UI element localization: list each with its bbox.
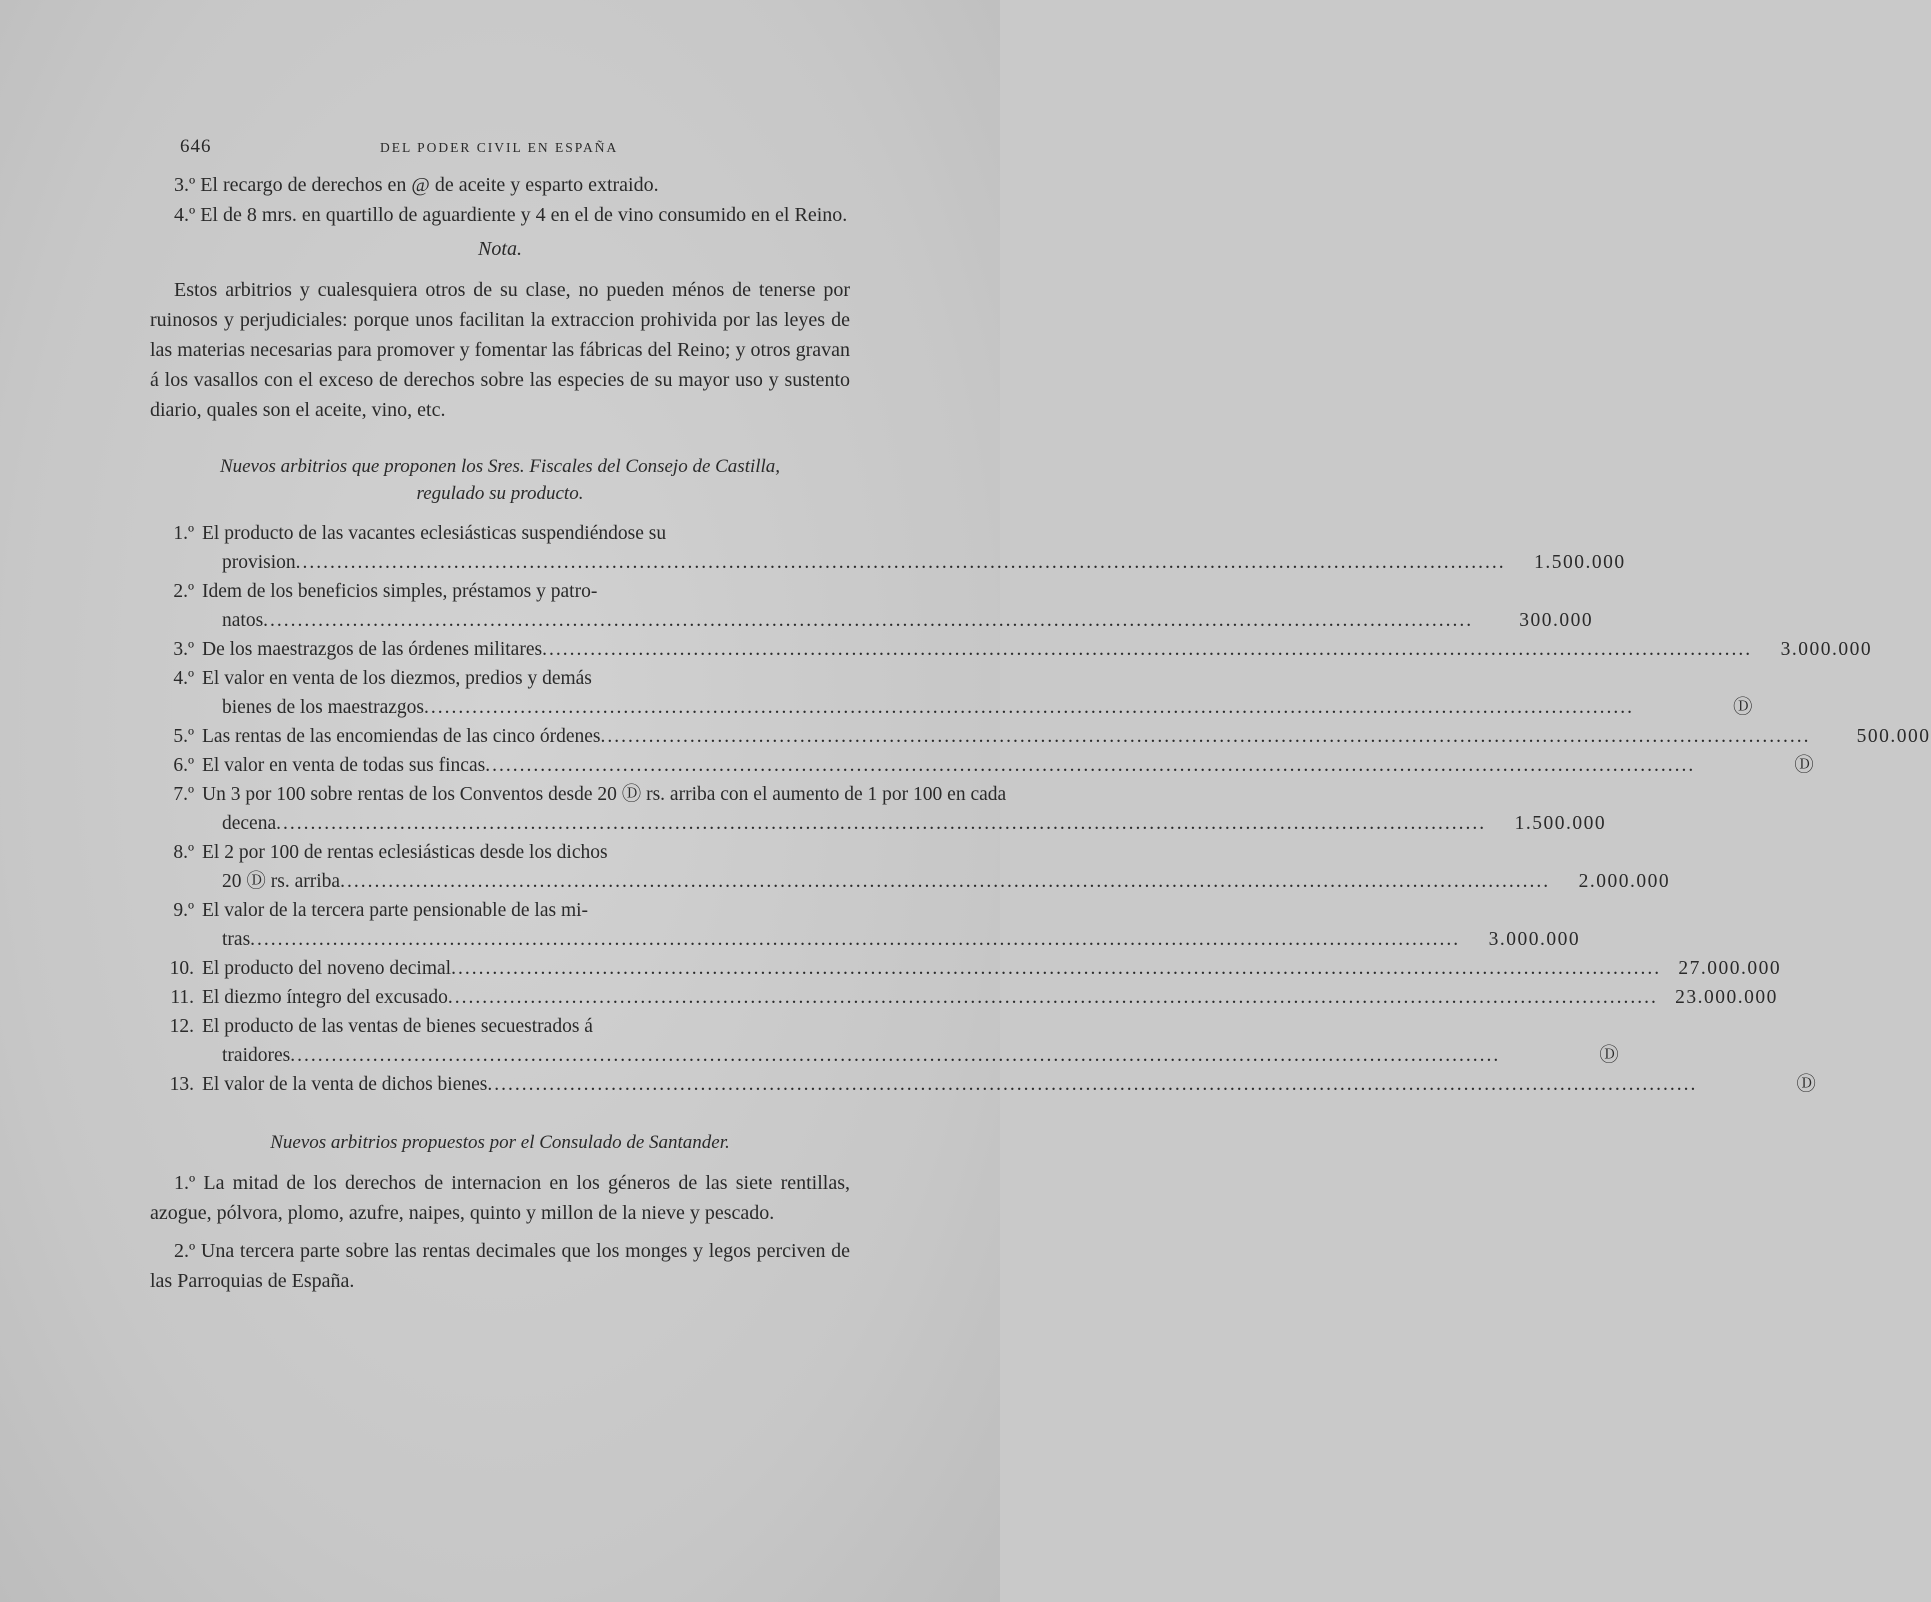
item-last-line: [202, 693, 1754, 722]
leader-dots: [290, 1041, 1500, 1070]
item-body: [202, 983, 1778, 1012]
item-amount: 23.000.000: [1675, 987, 1778, 1008]
item-amount: 1.500.000: [1514, 813, 1607, 834]
item-number: 12.: [169, 1016, 194, 1037]
item-last-text: tras: [222, 929, 251, 950]
item-last-line: [202, 1070, 1817, 1099]
arbitrio-item: [150, 838, 1671, 896]
consulado-item: [150, 1168, 850, 1228]
item-number: 7.º: [173, 784, 194, 805]
item-number: 1.º: [174, 1172, 196, 1194]
arbitrio-item: [150, 780, 1607, 838]
item-amount: 300.000: [1519, 610, 1594, 631]
item-text: Un 3 por 100 sobre rentas de los Conventos desde 20 Ⓓ rs. arriba con el aumento de 1 por 100 en cada: [202, 784, 1007, 805]
leader-dots: [296, 548, 1506, 577]
intro-item-text: El recargo de derechos en @ de aceite y esparto extraido.: [200, 174, 659, 196]
item-amount: 500.000: [1856, 726, 1931, 747]
item-last-text: El diezmo íntegro del excusado: [202, 987, 448, 1008]
item-text: Idem de los beneficios simples, préstamos y patro-: [202, 581, 598, 602]
item-amount: 27.000.000: [1678, 958, 1782, 979]
arbitrio-item: [150, 983, 1778, 1012]
item-number: 3.º: [173, 639, 194, 660]
item-number: 8.º: [173, 842, 194, 863]
nota-heading: Nota.: [478, 238, 522, 260]
item-body: [202, 722, 1931, 751]
section2-title: Nuevos arbitrios propuestos por el Consulado de Santander.: [270, 1132, 730, 1153]
item-last-line: [202, 606, 1593, 635]
section1-title-line: regulado su producto.: [416, 483, 584, 504]
intro-item-4: [150, 200, 850, 230]
item-last-text: De los maestrazgos de las órdenes militares: [202, 639, 543, 660]
item-number: 4.º: [173, 668, 194, 689]
item-last-text: provision: [222, 552, 296, 573]
leader-dots: [424, 693, 1634, 722]
item-number: 10.: [169, 958, 194, 979]
item-amount: 3.000.000: [1488, 929, 1581, 950]
intro-item-text: El de 8 mrs. en quartillo de aguardiente y 4 en el de vino consumido en el Reino.: [200, 204, 848, 226]
item-body: [202, 1012, 1620, 1070]
item-last-text: traidores: [222, 1045, 291, 1066]
item-last-text: Las rentas de las encomiendas de las cinco órdenes: [202, 726, 601, 747]
item-body: [202, 896, 1580, 954]
item-amount: Ⓓ: [1599, 1045, 1621, 1066]
leader-dots: [485, 751, 1695, 780]
item-amount: Ⓓ: [1794, 755, 1816, 776]
item-text: Una tercera parte sobre las rentas decimales que los monges y legos perciven de las Parroquias de España.: [150, 1240, 851, 1292]
item-last-text: El producto del noveno decimal: [202, 958, 452, 979]
arbitrio-item: [150, 1070, 1818, 1099]
item-last-line: [202, 983, 1778, 1012]
item-last-line: [202, 809, 1606, 838]
item-text: El producto de las vacantes eclesiásticas suspendiéndose su: [202, 523, 667, 544]
item-number: 2.º: [173, 581, 194, 602]
page-number: 646: [180, 136, 212, 157]
item-body: [202, 635, 1872, 664]
section1-title-line: Nuevos arbitrios que proponen los Sres. Fiscales del Consejo de Castilla,: [219, 456, 781, 477]
item-number: 2.º: [174, 1240, 196, 1262]
leader-dots: [542, 635, 1752, 664]
item-body: [202, 751, 1815, 780]
item-last-line: [202, 751, 1815, 780]
item-body: [202, 519, 1626, 577]
intro-item-number: 4.º: [174, 204, 196, 226]
item-last-text: bienes de los maestrazgos: [222, 697, 424, 718]
item-last-text: decena: [222, 813, 277, 834]
item-body: [202, 1070, 1817, 1099]
arbitrio-item: [150, 751, 1816, 780]
item-amount: Ⓓ: [1732, 697, 1754, 718]
item-amount: Ⓓ: [1796, 1074, 1818, 1095]
item-number: 5.º: [173, 726, 194, 747]
item-last-line: [202, 925, 1580, 954]
item-number: 11.: [170, 987, 194, 1008]
item-amount: 2.000.000: [1578, 871, 1671, 892]
leader-dots: [340, 867, 1550, 896]
leader-dots: [487, 1070, 1697, 1099]
page-header: [150, 136, 850, 170]
nota-paragraph: Estos arbitrios y cualesquiera otros de su clase, no pueden ménos de tenerse por ruinosos y perjudiciales: porque unos facilitan la extraccion prohivida por las leyes de las materias necesarias para promover y fomentar las fábricas del Reino; y otros gravan á los vasallos con el exceso de derechos sobre las especies de su mayor uso y sustento diario, quales son el aceite, vino, etc.: [150, 279, 850, 421]
item-text: La mitad de los derechos de internacion en los géneros de las siete rentillas, azogue, pólvora, plomo, azufre, naipes, quinto y millon de la nieve y pescado.: [150, 1172, 851, 1224]
leader-dots: [276, 809, 1486, 838]
arbitrio-item: [150, 577, 1594, 635]
running-head: DEL PODER CIVIL EN ESPAÑA: [380, 140, 619, 155]
arbitrio-item: [150, 519, 1626, 577]
item-number: 1.º: [173, 523, 194, 544]
arbitrio-item: [150, 896, 1581, 954]
page-content: [150, 136, 1931, 1304]
intro-item-3: [150, 170, 850, 200]
item-last-text: 20 Ⓓ rs. arriba: [222, 871, 341, 892]
item-number: 6.º: [173, 755, 194, 776]
item-number: 13.: [169, 1074, 194, 1095]
arbitrio-item: [150, 722, 1931, 751]
item-amount: 1.500.000: [1534, 552, 1626, 573]
leader-dots: [263, 606, 1473, 635]
item-body: [202, 577, 1593, 635]
item-text: El producto de las ventas de bienes secuestrados á: [202, 1016, 593, 1037]
consulado-item: [150, 1236, 850, 1296]
leader-dots: [448, 983, 1658, 1012]
arbitrio-item: [150, 635, 1873, 664]
item-last-text: El valor de la venta de dichos bienes: [202, 1074, 488, 1095]
leader-dots: [451, 954, 1661, 983]
item-number: 9.º: [173, 900, 194, 921]
item-text: El valor de la tercera parte pensionable de las mi-: [202, 900, 589, 921]
arbitrios-list: [150, 519, 1931, 1099]
item-body: [202, 664, 1754, 722]
item-last-text: natos: [222, 610, 264, 631]
item-last-line: [202, 867, 1670, 896]
arbitrio-item: [150, 954, 1782, 983]
item-last-line: [202, 548, 1626, 577]
arbitrio-item: [150, 664, 1754, 722]
item-amount: 3.000.000: [1780, 639, 1873, 660]
item-last-text: El valor en venta de todas sus fincas: [202, 755, 486, 776]
item-body: [202, 954, 1781, 983]
arbitrio-item: [150, 1012, 1621, 1070]
item-last-line: [202, 722, 1931, 751]
item-text: El 2 por 100 de rentas eclesiásticas desde los dichos: [202, 842, 608, 863]
item-last-line: [202, 954, 1781, 983]
section1-title: [150, 453, 850, 507]
leader-dots: [601, 722, 1811, 751]
item-body: [202, 838, 1670, 896]
item-last-line: [202, 1041, 1620, 1070]
consulado-list: [150, 1168, 850, 1296]
intro-item-number: 3.º: [174, 174, 196, 196]
leader-dots: [250, 925, 1460, 954]
item-last-line: [202, 635, 1872, 664]
item-body: [202, 780, 1606, 838]
item-text: El valor en venta de los diezmos, predios y demás: [202, 668, 592, 689]
